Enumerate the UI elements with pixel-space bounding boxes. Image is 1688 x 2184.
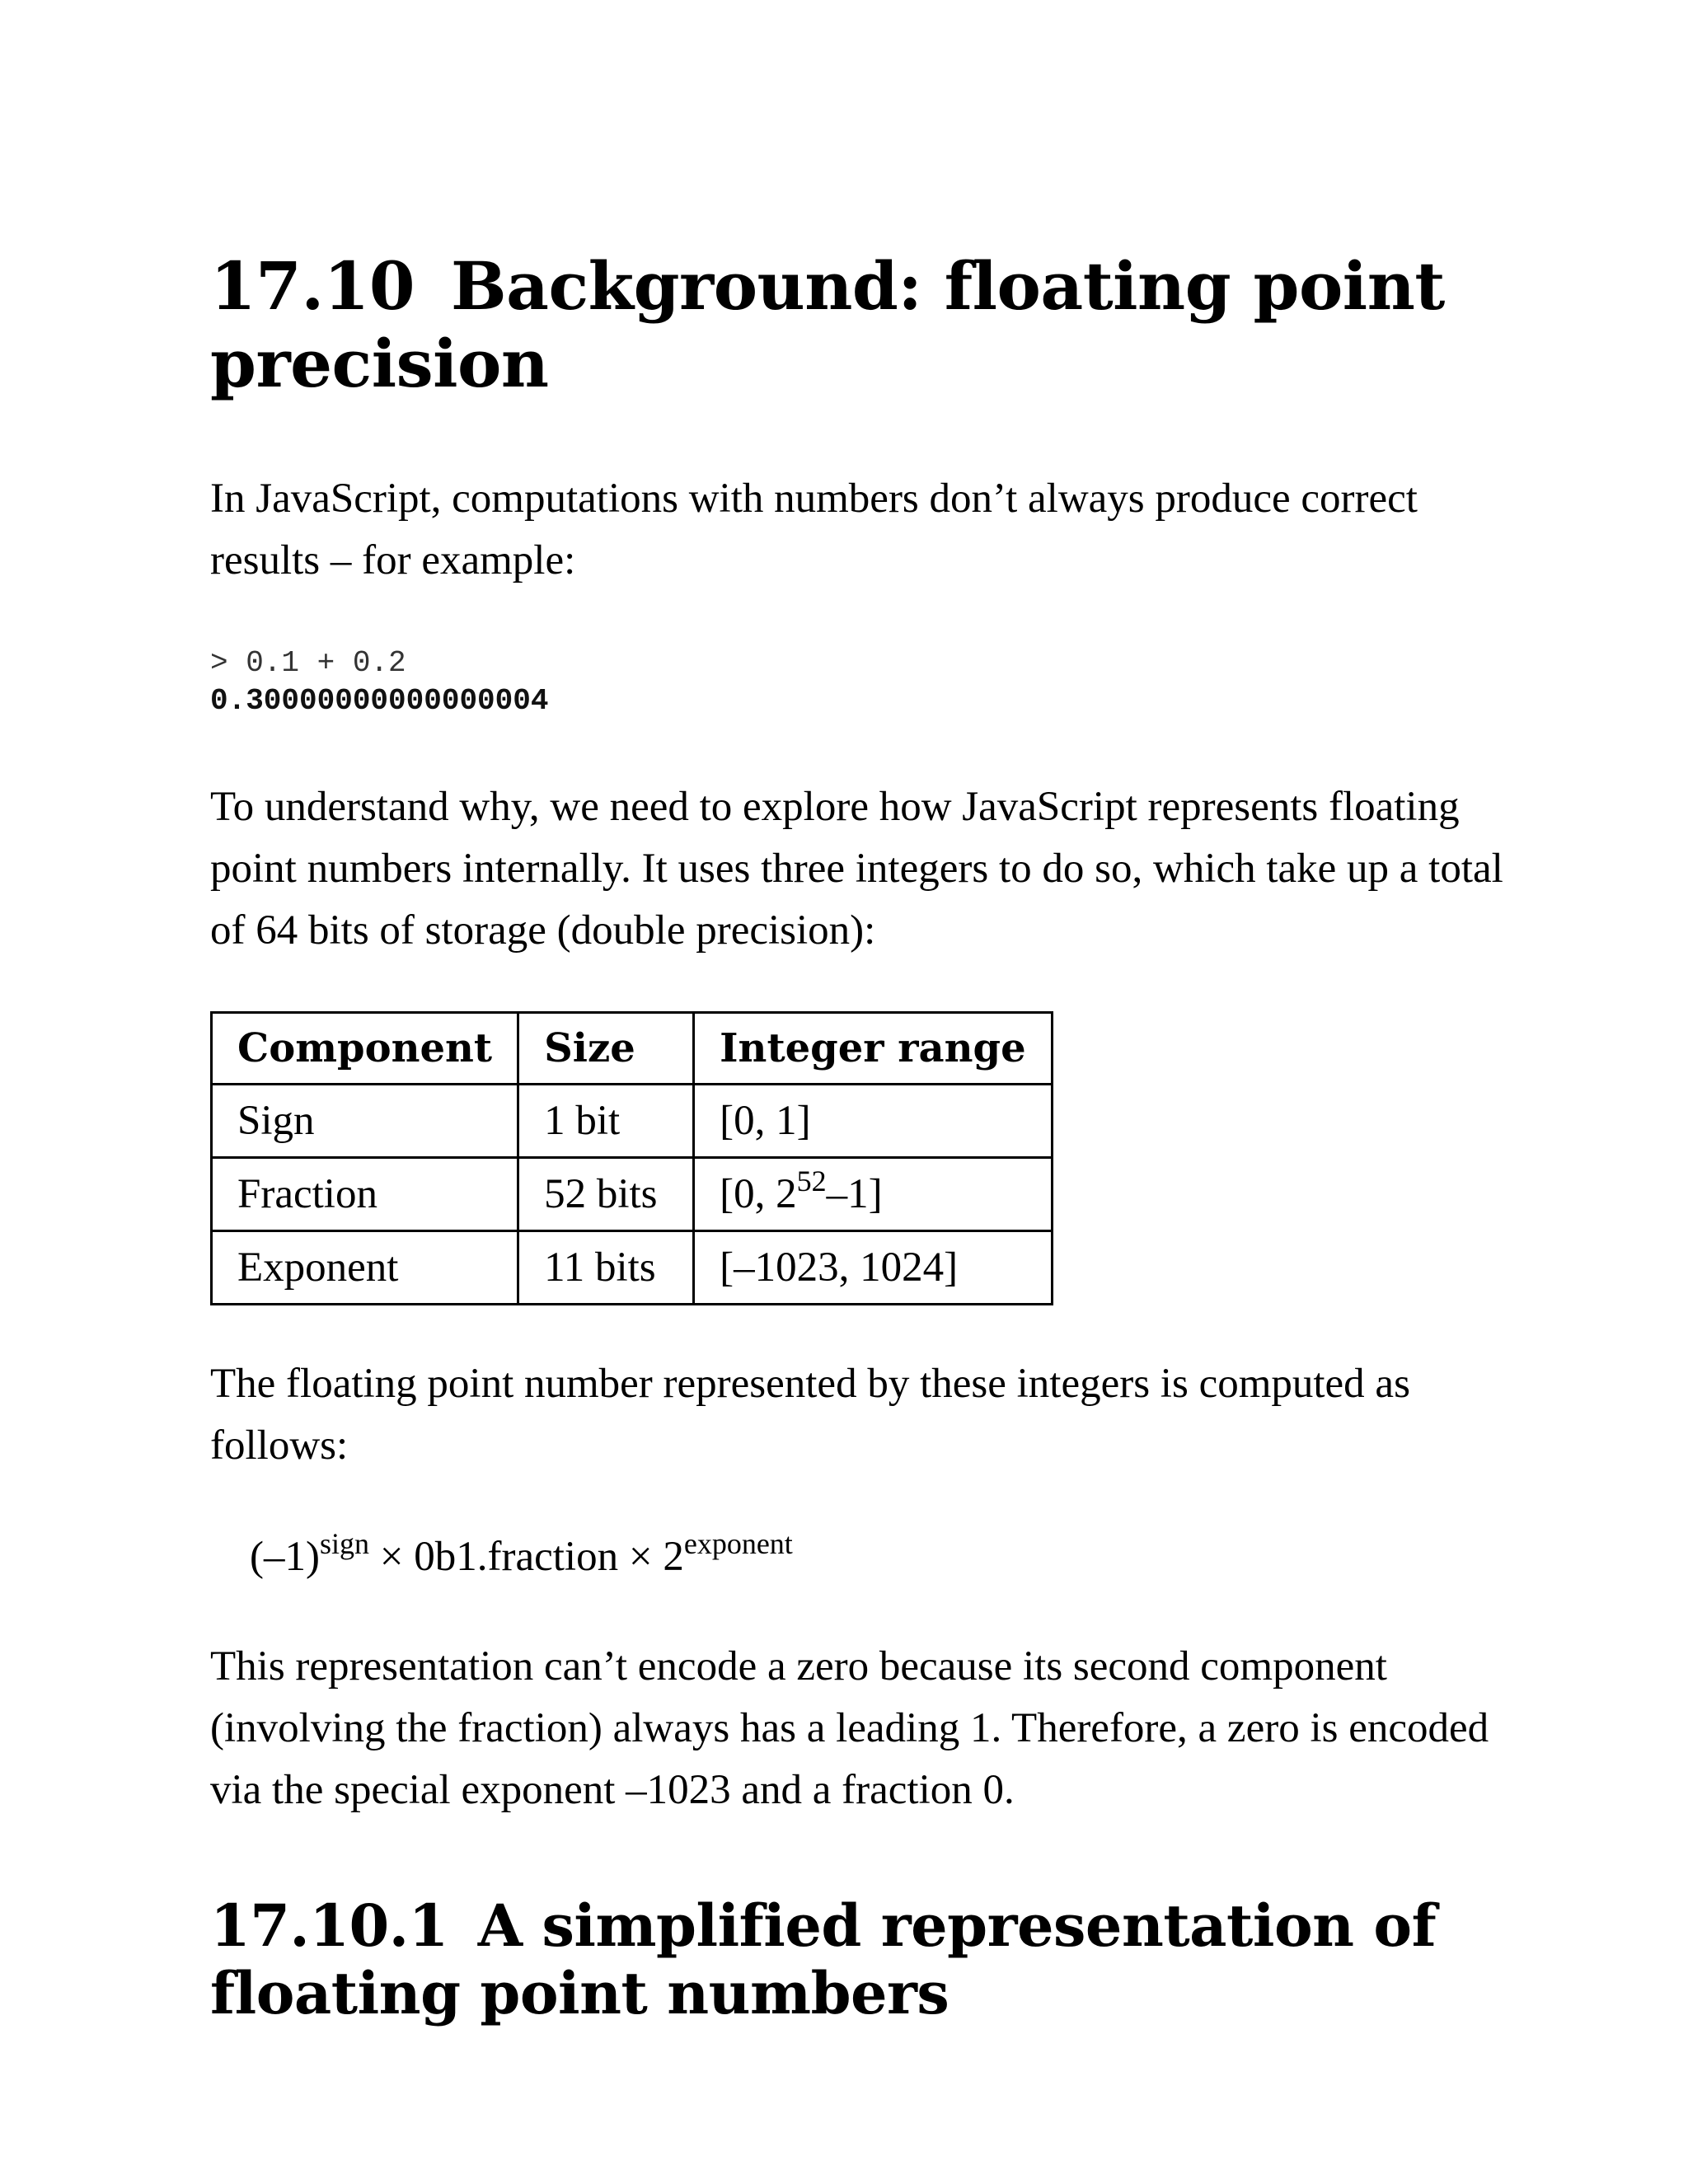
table-row bbox=[212, 1085, 1053, 1158]
table-row bbox=[212, 1158, 1053, 1231]
cell-size: 1 bit bbox=[518, 1085, 694, 1158]
code-input: > 0.1 + 0.2 bbox=[210, 646, 406, 680]
subsection-number: 17.10.1 bbox=[210, 1891, 448, 1960]
components-table bbox=[210, 1011, 1053, 1305]
table-header-row bbox=[212, 1013, 1053, 1085]
code-output: 0.30000000000000004 bbox=[210, 684, 549, 718]
section-number: 17.10 bbox=[210, 247, 415, 325]
document-body bbox=[210, 247, 1529, 2027]
explanation-paragraph: To understand why, we need to explore how JavaScript represents floating point numbers internally. It uses three integers to do so, which take up a total of 64 bits of storage (double precision): bbox=[210, 784, 1503, 954]
intro-paragraph: In JavaScript, computations with numbers don’t always produce correct results – for example: bbox=[210, 476, 1418, 583]
range-suffix: –1] bbox=[826, 1171, 883, 1217]
subsection-heading-wrap bbox=[210, 1892, 1529, 2027]
range-superscript: 52 bbox=[796, 1165, 827, 1197]
cell-component: Fraction bbox=[212, 1158, 518, 1231]
formula-exponent-superscript: exponent bbox=[683, 1527, 793, 1560]
cell-range bbox=[694, 1158, 1053, 1231]
zero-paragraph: This representation can’t encode a zero because its second component (involving the fraction) always has a leading 1. Therefore, a zero is encoded via the special exponent –1023 and a fraction 0. bbox=[210, 1643, 1489, 1813]
cell-component: Exponent bbox=[212, 1231, 518, 1305]
table-row bbox=[212, 1231, 1053, 1305]
formula-sign-superscript: sign bbox=[319, 1527, 369, 1560]
cell-size: 11 bits bbox=[518, 1231, 694, 1305]
header-integer-range: Integer range bbox=[694, 1013, 1053, 1085]
subsection-title: A simplified representation of floating point numbers bbox=[210, 1891, 1437, 2027]
cell-range: [–1023, 1024] bbox=[694, 1231, 1053, 1305]
computed-paragraph: The floating point number represented by these integers is computed as follows: bbox=[210, 1361, 1410, 1469]
formula bbox=[250, 1526, 1529, 1588]
header-component: Component bbox=[212, 1013, 518, 1085]
section-heading bbox=[210, 247, 1529, 402]
range-prefix: [0, 2 bbox=[720, 1171, 797, 1217]
subsection-heading bbox=[210, 1892, 1529, 2027]
cell-size: 52 bits bbox=[518, 1158, 694, 1231]
cell-range: [0, 1] bbox=[694, 1085, 1053, 1158]
cell-component: Sign bbox=[212, 1085, 518, 1158]
header-size: Size bbox=[518, 1013, 694, 1085]
formula-base: (–1) bbox=[250, 1534, 320, 1580]
section-title: Background: floating point precision bbox=[210, 247, 1445, 402]
formula-middle: × 0b1.fraction × 2 bbox=[368, 1534, 684, 1580]
code-example bbox=[210, 644, 1529, 720]
